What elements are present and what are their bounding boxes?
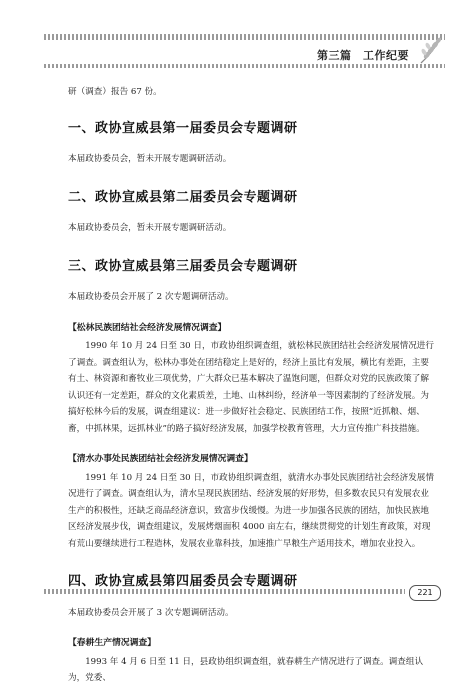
page-number: 221 <box>409 585 441 601</box>
chapter-title: 第三篇 工作纪要 <box>317 49 409 62</box>
sub-body-spring-farming: 1993 年 4 月 6 日至 11 日，县政协组织调查组，就春耕生产情况进行了调查。调查组认为，党委、 <box>68 656 424 683</box>
intro-line: 研（调查）报告 67 份。 <box>68 87 162 97</box>
page-footer <box>44 586 445 598</box>
section-title-1: 一、政协宣威县第一届委员会专题调研 <box>68 120 298 136</box>
section-body-1: 本届政协委员会，暂未开展专题调研活动。 <box>68 154 232 164</box>
sub-title-spring-farming: 【春耕生产情况调查】 <box>68 638 156 648</box>
section-body-4: 本届政协委员会开展了 3 次专题调研活动。 <box>68 607 234 618</box>
section-body-3: 本届政协委员会开展了 2 次专题调研活动。 <box>68 292 234 302</box>
footer-dotted-rule <box>44 589 405 594</box>
sub-body-qingshui: 1991 年 10 月 24 日至 30 日，市政协组织调查组，就清水办事处民族团结社会经济发展情况进行了调查。调查组认为，清水呈现民族团结、经济发展的好形势，但多数农民只有发展农业生产的积极性，还缺乏商品经济意识，致富步伐缓慢。为进一步加强各民族的团结，加快民族地区经济发展步伐，调查组建议，发展烤烟面积 4000 亩左右，继续贯彻党的计划生育政策，对现有荒山要继续进行工程造林，发展农业靠科技，加速推广早粮生产适用技术，增加农业投入。 <box>68 472 434 549</box>
sub-body-songlin: 1990 年 10 月 24 日至 30 日，市政协组织调查组，就松林民族团结社会经济发展情况进行了调查。调查组认为，松林办事处在团结稳定上是好的，经济上虽比有发展，横比有差距，主要有土、林资源和畜牧业三项优势，广大群众已基本解决了温饱问题，但群众对党的民族政策了解认识还有一定差距，群众的文化素质差，土地、山林纠纷，经济单一等因素制约了经济发展。为搞好松林今后的发展，调查组建议：进一步做好社会稳定、民族团结工作，按照“近抓粮、烟、畜，中抓林果，远抓林业”的路子搞好经济发展，加强学校教育管理，大力宣传推广科技措施。 <box>68 341 434 434</box>
wheat-ear-icon <box>415 36 445 64</box>
header-dotted-rule-bottom <box>44 64 445 68</box>
section-title-2: 二、政协宣威县第二届委员会专题调研 <box>68 189 298 205</box>
section-body-2: 本届政协委员会，暂未开展专题调研活动。 <box>68 223 232 233</box>
sub-title-songlin: 【松林民族团结社会经济发展情况调查】 <box>68 322 227 333</box>
sub-title-qingshui: 【清水办事处民族团结社会经济发展情况调查】 <box>68 454 253 464</box>
section-title-4: 四、政协宣威县第四届委员会专题调研 <box>68 574 298 589</box>
page-header <box>44 34 445 68</box>
section-title-3: 三、政协宣威县第三届委员会专题调研 <box>68 258 298 274</box>
header-dotted-rule-top <box>44 34 445 40</box>
